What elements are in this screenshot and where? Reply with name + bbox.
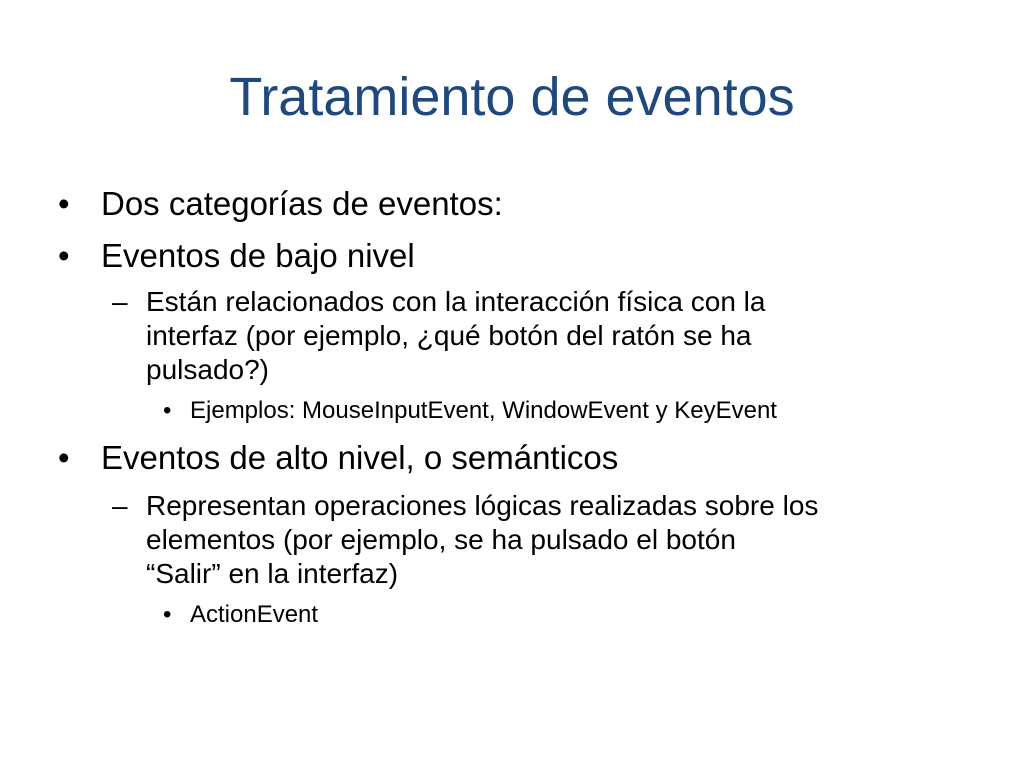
sub-bullet-text-line: pulsado?) [146, 354, 269, 385]
sub-bullet-text-line: interfaz (por ejemplo, ¿qué botón del ratón se ha [146, 320, 752, 351]
bullet-marker: • [163, 397, 172, 424]
dash-marker: – [112, 490, 128, 521]
sub-bullet-text-line: Están relacionados con la interacción física con la [146, 286, 766, 317]
bullet-marker: • [58, 439, 70, 476]
sub-bullet-text-line: elementos (por ejemplo, se ha pulsado el botón [146, 524, 736, 555]
bullet-marker: • [58, 237, 70, 274]
sub-bullet-text-line: Representan operaciones lógicas realizadas sobre los [146, 490, 819, 521]
sub-bullet-text-line: “Salir” en la interfaz) [146, 558, 399, 589]
bullet-marker: • [163, 601, 172, 628]
bullet-marker: • [58, 185, 70, 222]
bullet-text: Eventos de alto nivel, o semánticos [101, 439, 619, 476]
sub-sub-bullet-text: ActionEvent [190, 601, 319, 628]
sub-sub-bullet-text: Ejemplos: MouseInputEvent, WindowEvent y KeyEvent [190, 397, 777, 424]
slide-title: Tratamiento de eventos [229, 67, 795, 127]
dash-marker: – [112, 286, 128, 317]
bullet-text: Dos categorías de eventos: [101, 185, 503, 222]
bullet-text: Eventos de bajo nivel [101, 237, 415, 274]
